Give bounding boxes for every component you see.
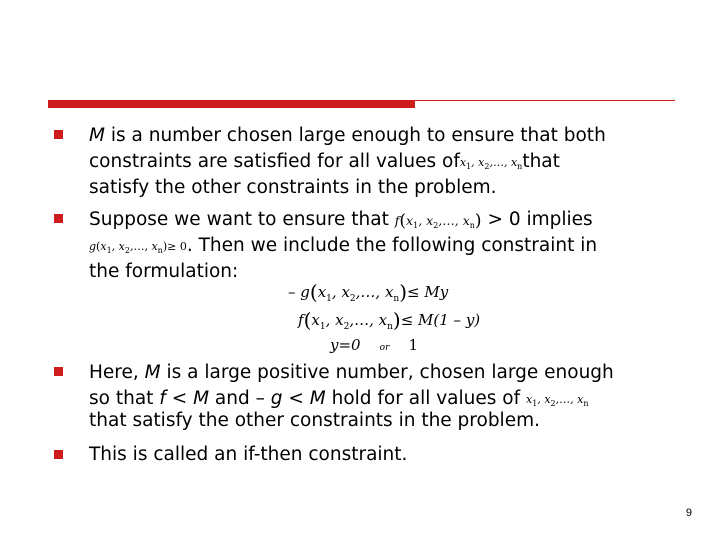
equation-x-vector: $x_1$, $x_2,\dots$, $x_n$: [526, 393, 589, 408]
constraint-eq-1-rhs: ≤ My: [407, 283, 449, 301]
bullet1-line3: satisfy the other constraints in the problem.: [89, 177, 497, 198]
bullet1-line2-text: constraints are satisfied for all values of: [89, 151, 460, 172]
bullet3-text-d: <: [165, 388, 194, 409]
bullet3-text-a: Here,: [89, 362, 145, 383]
var-M: M: [193, 388, 210, 409]
var-M: M: [309, 388, 326, 409]
bullet3-text-e: and –: [209, 388, 271, 409]
bullet2-line1-tail: > 0 implies: [487, 209, 593, 230]
constraint-or: or: [379, 343, 390, 353]
var-M: M: [89, 125, 105, 146]
bullet-marker: [54, 450, 63, 459]
equation-x-vector: $x_1$, $x_2,\dots$, $x_n$: [459, 156, 523, 171]
bullet1-line1: [89, 123, 606, 149]
bullet3-line3: that satisfy the other constraints in the problem.: [89, 410, 540, 431]
constraint-eq-1: – $g(x_1$, $x_2,\dots$, $x_n)\le My$: [288, 280, 449, 304]
bullet-marker: [54, 214, 63, 223]
bullet3-text-c: so that: [89, 388, 160, 409]
var-M: M: [144, 362, 161, 383]
var-g: g: [270, 388, 283, 409]
bullet1-line1-text: is a number chosen large enough to ensure that both: [104, 125, 606, 146]
var-f: f: [159, 388, 166, 409]
bullet2-line2-text: . Then we include the following constraint in: [186, 235, 598, 256]
constraint-eq-3: [330, 336, 418, 354]
bullet2-line1-text: Suppose we want to ensure that: [89, 209, 389, 230]
equation-g-of-x-ge-zero: $g(x_1$, $x_2,\dots$, $x_n)\ge 0$: [89, 240, 187, 255]
header-rule: [415, 100, 675, 101]
bullet3-line1: [89, 360, 614, 386]
bullet-marker: [54, 367, 63, 376]
bullet-marker: [54, 130, 63, 139]
constraint-y-zero: y=0: [330, 336, 361, 354]
bullet3-text-b: is a large positive number, chosen large enough: [160, 362, 614, 383]
bullet3-text-g: hold for all values of: [325, 388, 521, 409]
bullet1-line2-tail: that: [522, 151, 560, 172]
header-accent-bar: [48, 100, 415, 108]
constraint-eq-2-rhs: ≤ M(1 – y): [400, 311, 481, 329]
bullet4-text: This is called an if-then constraint.: [89, 444, 408, 465]
bullet2-line3: the formulation:: [89, 261, 239, 282]
constraint-one: 1: [408, 336, 419, 354]
constraint-eq-2: $f(x_1$, $x_2,\dots$, $x_n)\le M(1 - y)$: [298, 308, 481, 332]
bullet3-text-f: <: [282, 388, 310, 409]
equation-f-of-x: $f(x_1$, $x_2,\dots$, $x_n$): [394, 211, 482, 231]
page-number: 9: [685, 507, 692, 519]
